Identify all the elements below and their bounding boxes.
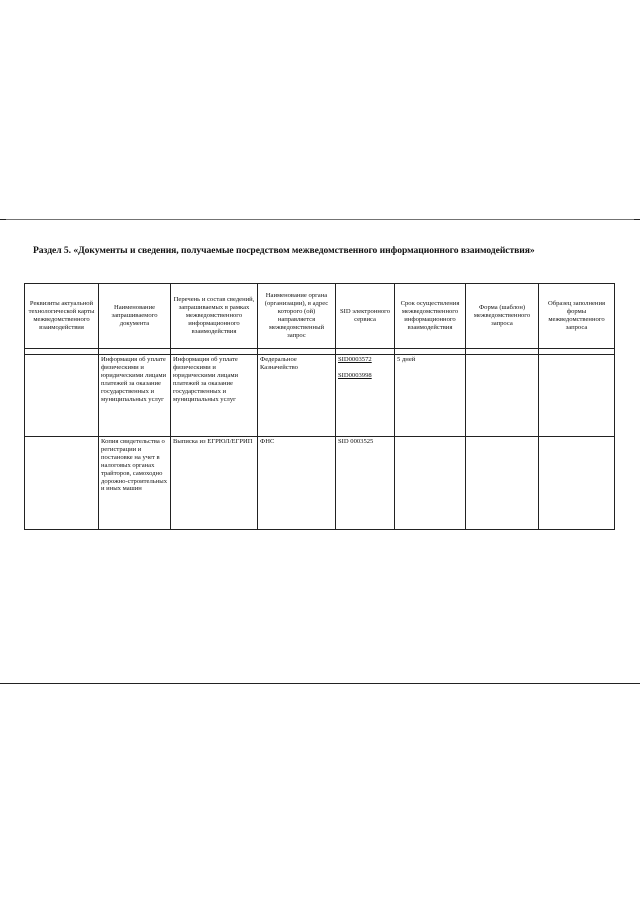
scan-edge-mark-left — [0, 219, 6, 220]
table-header-row — [25, 284, 615, 349]
header-sid: SID электронного сервиса — [336, 284, 395, 349]
scan-edge-mark-right — [634, 219, 640, 220]
sid-link[interactable]: SID0003572 — [338, 356, 372, 363]
cell-organ: Федеральное Казначейство — [258, 355, 336, 437]
interagency-documents-table — [24, 283, 615, 530]
header-requisites: Реквизиты актуальной технологической карты межведомственного взаимодействия — [25, 284, 99, 349]
cell-form — [466, 437, 539, 530]
cell-info-list: Информация об уплате физическими и юридическими лицами платежей за оказание государственных и муниципальных услуг — [171, 355, 258, 437]
scan-top-line — [0, 219, 640, 220]
cell-info-list: Выписка из ЕГРЮЛ/ЕГРИП — [171, 437, 258, 530]
section-title: Раздел 5. «Документы и сведения, получаемые посредством межведомственного информационного взаимодействия» — [33, 245, 535, 256]
scan-bottom-line — [0, 683, 640, 684]
sid-link[interactable]: SID0003998 — [338, 371, 372, 379]
cell-term — [395, 437, 466, 530]
header-document-name: Наименование запрашиваемого документа — [99, 284, 171, 349]
cell-form — [466, 355, 539, 437]
cell-requisites — [25, 355, 99, 437]
cell-document-name: Информация об уплате физическими и юридическими лицами платежей за оказание государственных и муниципальных услуг — [99, 355, 171, 437]
table-row — [25, 437, 615, 530]
cell-sample — [539, 355, 615, 437]
header-info-list: Перечень и состав сведений, запрашиваемых в рамках межведомственного информационного взаимодействия — [171, 284, 258, 349]
cell-organ: ФНС — [258, 437, 336, 530]
cell-sid — [336, 355, 395, 437]
cell-sid: SID 0003525 — [336, 437, 395, 530]
cell-requisites — [25, 437, 99, 530]
cell-term: 5 дней — [395, 355, 466, 437]
header-sample: Образец заполнения формы межведомственного запроса — [539, 284, 615, 349]
cell-sample — [539, 437, 615, 530]
cell-document-name: Копия свидетельства о регистрации и постановке на учет в налоговых органах трайторов, самоходно дорожно-строительных и иных машин — [99, 437, 171, 530]
header-form: Форма (шаблон) межведомственного запроса — [466, 284, 539, 349]
header-organ: Наименование органа (организации), в адрес которого (ой) направляется межведомственный запрос — [258, 284, 336, 349]
header-term: Срок осуществления межведомственного информационного взаимодействия — [395, 284, 466, 349]
table-row — [25, 355, 615, 437]
